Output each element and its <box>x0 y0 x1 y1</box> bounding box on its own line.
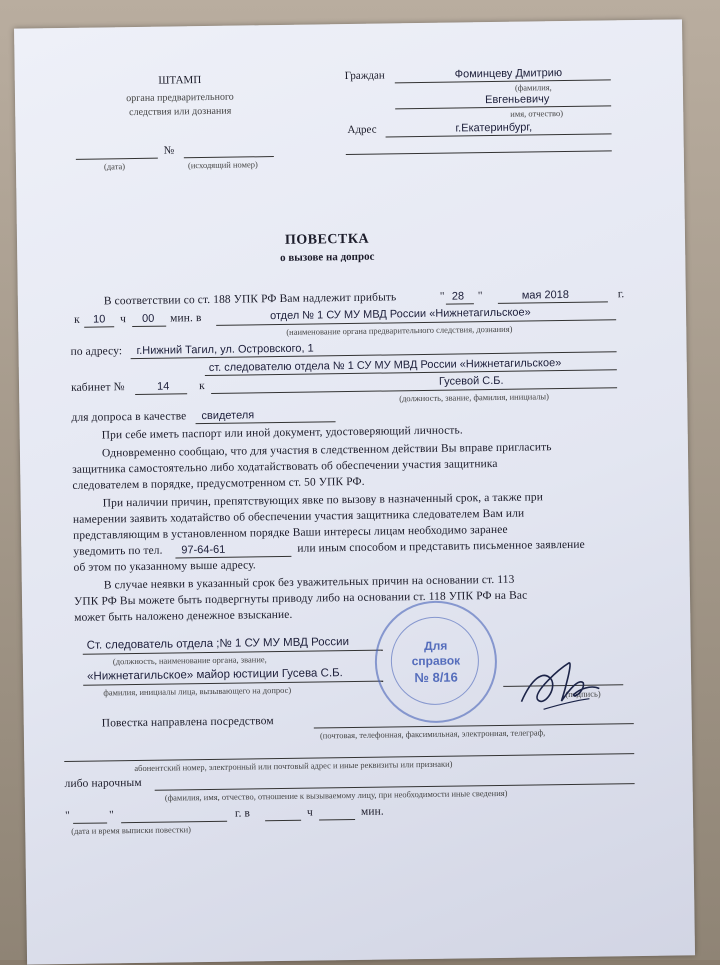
delivery-caption4: (дата и время выписки повестки) <box>71 824 192 836</box>
body-p1: При себе иметь паспорт или иной документ, удостоверяющий личность. <box>101 424 463 442</box>
body-p2-l2: защитника самостоятельно либо ходатайствовать об обеспечении участия защитника <box>72 457 498 476</box>
document-title: ПОВЕСТКА <box>284 231 370 248</box>
stamp-out-line <box>184 156 274 158</box>
summons-role-value: свидетеля <box>201 409 255 423</box>
delivery-caption1: (почтовая, телефонная, факсимильная, электронная, телеграф, <box>319 727 546 741</box>
body-p3-l1: При наличии причин, препятствующих явке по вызову в назначенный срок, а также при <box>102 491 544 510</box>
summons-hour: 10 <box>93 313 106 326</box>
summons-official-caption: (должность, звание, фамилия, инициалы) <box>399 391 550 404</box>
stamp-block-title: ШТАМП <box>158 74 202 87</box>
summons-min-label: мин. в <box>170 312 202 325</box>
body-p3-l4a: уведомить по тел. <box>73 544 163 558</box>
delivery-courier-label: либо нарочным <box>64 776 142 791</box>
signature-caption1: (должность, наименование органа, звание, <box>112 654 267 667</box>
stamp-block-line1: органа предварительного <box>126 91 234 105</box>
summons-organ: отдел № 1 СУ МУ МВД России «Нижнетагильское» <box>269 306 531 323</box>
address-label: Адрес <box>347 123 377 137</box>
summons-address-label: по адресу: <box>70 345 123 358</box>
summons-month-year: мая 2018 <box>521 288 570 302</box>
address-line <box>386 133 612 137</box>
summons-day: 28 <box>451 290 465 303</box>
summons-cabinet: 14 <box>156 380 170 393</box>
address-value: г.Екатеринбург, <box>455 121 533 135</box>
signature-sign-caption: (подпись) <box>565 688 601 700</box>
summons-role-label: для допроса в качестве <box>71 410 187 424</box>
addressee-patronymic-caption: имя, отчество) <box>510 108 564 119</box>
summons-official-line1: ст. следователю отдела № 1 СУ МУ МВД России «Нижнетагильское» <box>208 357 562 374</box>
signature-caption2: фамилия, инициалы лица, вызывающего на допрос) <box>103 684 292 698</box>
summons-k2-label: к <box>198 380 205 393</box>
delivery-min-label: мин. <box>360 805 384 818</box>
addressee-name-line <box>395 79 611 83</box>
delivery-year-label: г. в <box>234 807 251 820</box>
handwritten-signature <box>513 649 604 720</box>
delivery-hour-label: ч <box>306 806 313 819</box>
body-phone: 97-64-61 <box>181 543 226 557</box>
summons-k-label: к <box>74 313 80 326</box>
delivery-quote-close: " <box>108 809 114 822</box>
body-p2-l1: Одновременно сообщаю, что для участия в следственном действии Вы вправе пригласить <box>101 441 552 460</box>
addressee-patronymic-line <box>395 105 611 109</box>
summons-official-line2: Гусевой С.Б. <box>438 374 504 388</box>
body-p4-l1: В случае неявки в указанный срок без уважительных причин на основании ст. 113 <box>103 573 515 592</box>
stamp-out-caption: (исходящий номер) <box>187 159 258 171</box>
summons-intro: В соответствии со ст. 188 УПК РФ Вам надлежит прибыть <box>103 291 397 308</box>
seal-line2: справок <box>411 653 461 669</box>
delivery-sent-label: Повестка направлена посредством <box>101 715 274 730</box>
body-p3-l3: представляющим в установленном порядке Ваши интересы лицам необходимо заранее <box>73 523 508 542</box>
body-p2-l3: следователем в порядке, предусмотренном ст. 50 УПК РФ. <box>72 475 365 492</box>
summons-h-label: ч <box>120 313 127 326</box>
summons-year-suffix: г. <box>617 288 625 301</box>
delivery-quote-open: " <box>64 809 70 823</box>
body-p4-l2: УПК РФ Вы можете быть подвергнуты приводу либо на основании ст. 118 УПК РФ на Вас <box>73 589 528 608</box>
seal-line3: № 8/16 <box>414 669 458 686</box>
addressee-label: Граждан <box>344 69 385 83</box>
stamp-date-line <box>76 158 158 160</box>
delivery-caption3: (фамилия, имя, отчество, отношение к вызываемому лицу, при необходимости иные сведения) <box>164 787 508 803</box>
signature-line2: «Нижнетагильское» майор юстиции Гусева С.Б. <box>87 667 343 683</box>
body-p4-l3: может быть наложено денежное взыскание. <box>74 608 293 624</box>
summons-cabinet-label: кабинет № <box>70 381 125 394</box>
summons-organ-caption: (наименование органа предварительного следствия, дознания) <box>286 323 513 337</box>
stamp-num-sign: № <box>163 144 175 157</box>
body-p3-l5: об этом по указанному выше адресу. <box>73 559 256 574</box>
signature-line1: Ст. следователь отдела ;№ 1 СУ МУ МВД России <box>86 636 350 652</box>
official-seal <box>374 600 498 724</box>
addressee-name-caption: (фамилия, <box>514 82 552 93</box>
seal-line1: Для <box>424 638 448 653</box>
address-line-2 <box>346 150 612 155</box>
delivery-caption2: абонентский номер, электронный или почтовый адрес и иные реквизиты или признаки) <box>134 758 453 774</box>
addressee-patronymic: Евгеньевичу <box>484 93 550 107</box>
stamp-date-caption: (дата) <box>103 161 126 172</box>
body-p3-l2: намерении заявить ходатайство об обеспечении участия защитника следователем Вам или <box>72 507 525 526</box>
stamp-block-line2: следствия или дознания <box>129 105 232 119</box>
document-subtitle: о вызове на допрос <box>279 250 375 264</box>
summons-document: ШТАМП органа предварительного следствия или дознания № (дата) (исходящий номер) Граждан Фоминцеву Дмитрию (фамилия, Евгеньевичу имя, отчество) Адрес г.Екатеринбург, ПОВЕСТКА о вызове на допрос В соответствии со ст. 188 УПК РФ Вам надлежит прибыть " 28 " мая 2018 г. к 10 ч 00 мин. в отдел № 1 СУ МУ МВД России «Нижнетагильское» (наименование органа предварительного следствия, дознания) по адресу: г.Нижний Тагил, ул. Островского, 1 ст. следователю отдела № 1 СУ МУ МВД России «Нижнетагильское» кабинет № 14 к Гусевой С.Б. (должность, звание, фамилия, инициалы) для допроса в качестве свидетеля При себе иметь паспорт или иной документ, удостоверяющий личность. Одновременно сообщаю, что для участия в следственном действии Вы вправе пригласить защитника самостоятельно либо ходатайствовать об обеспечении участия защитника следователем в порядке, предусмотренном ст. 50 УПК РФ. При наличии причин, препятствующих явке по вызову в назначенный срок, а также при намерении заявить ходатайство об обеспечении участия защитника следователем Вам или представляющим в установленном порядке Ваши интересы лицам необходимо заранее уведомить по тел. 97-64-61 или иным способом и представить письменное заявление об этом по указанному выше адресу. В случае неявки в указанный срок без уважительных причин на основании ст. 113 УПК РФ Вы можете быть подвергнуты приводу либо на основании ст. 118 УПК РФ на Вас может быть наложено денежное взыскание. Ст. следователь отдела ;№ 1 СУ МУ МВД России (должность, наименование органа, звание, «Нижнетагильское» майор юстиции Гусева С.Б. фамилия, инициалы лица, вызывающего на допрос) (подпись) Для справок № 8/16 Повестка направлена посредством (почтовая, телефонная, факсимильная, электронная, телеграф, абонентский номер, электронный или почтовый адрес и иные реквизиты или признаки) либо нарочным (фамилия, имя, отчество, отношение к вызываемому лицу, при необходимости иные сведения) " " г. в ч мин. (дата и время выписки повестки) <box>14 19 695 964</box>
body-p3-l4b: или иным способом и представить письменное заявление <box>297 538 585 555</box>
summons-address-value: г.Нижний Тагил, ул. Островского, 1 <box>136 342 314 357</box>
summons-minute: 00 <box>142 312 155 325</box>
addressee-name: Фоминцеву Дмитрию <box>454 67 563 81</box>
